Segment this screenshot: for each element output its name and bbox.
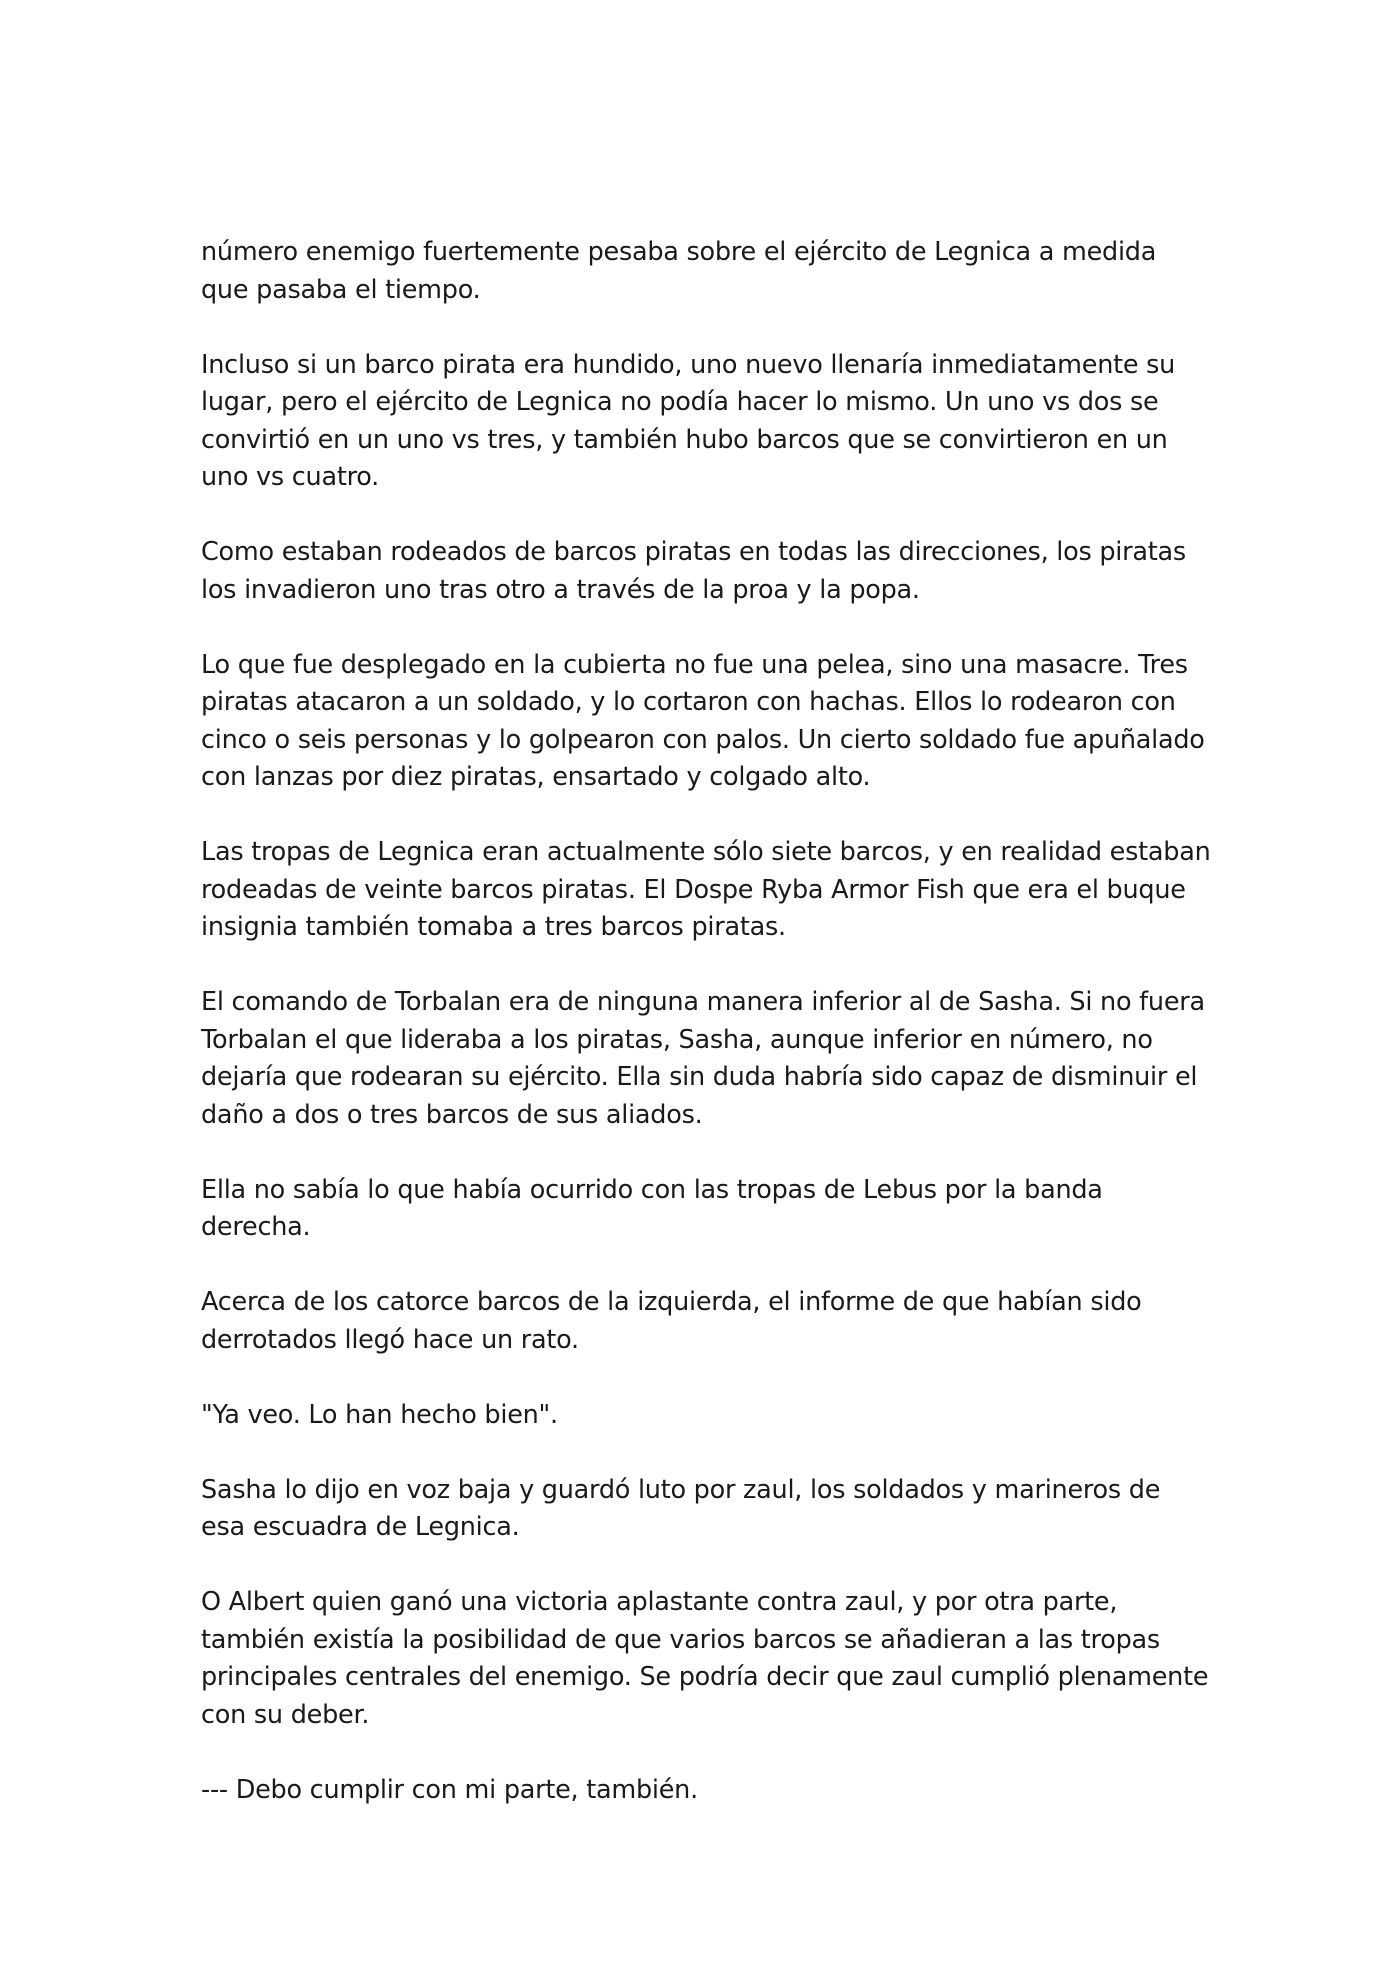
paragraph: --- Debo cumplir con mi parte, también. [201, 1774, 698, 1805]
paragraph: Acerca de los catorce barcos de la izquierda, el informe de que habían sido derrotados llegó hace un rato. [201, 1287, 1142, 1355]
paragraph: Ella no sabía lo que había ocurrido con las tropas de Lebus por la banda derecha. [201, 1174, 1103, 1242]
paragraph: Incluso si un barco pirata era hundido, uno nuevo llenaría inmediatamente su lugar, pero el ejército de Legnica no podía hacer lo mismo. Un uno vs dos se convirtió en un uno vs tres, y también hubo barcos que se convirtieron en un uno vs cuatro. [201, 349, 1176, 492]
paragraph: número enemigo fuertemente pesaba sobre el ejército de Legnica a medida que pasaba el tiempo. [201, 237, 1157, 305]
paragraph: Sasha lo dijo en voz baja y guardó luto por zaul, los soldados y marineros de esa escuadra de Legnica. [201, 1474, 1161, 1542]
paragraph: Como estaban rodeados de barcos piratas en todas las direcciones, los piratas los invadieron uno tras otro a través de la proa y la popa. [201, 537, 1186, 605]
paragraph: El comando de Torbalan era de ninguna manera inferior al de Sasha. Si no fuera Torbalan el que lideraba a los piratas, Sasha, aunque inferior en número, no dejaría que rodearan su ejército. Ella sin duda habría sido capaz de disminuir el daño a dos o tres barcos de sus aliados. [201, 987, 1205, 1130]
paragraph: Lo que fue desplegado en la cubierta no fue una pelea, sino una masacre. Tres piratas atacaron a un soldado, y lo cortaron con hachas. Ellos lo rodearon con cinco o seis personas y lo golpearon con palos. Un cierto soldado fue apuñalado con lanzas por diez piratas, ensartado y colgado alto. [201, 649, 1205, 792]
document-body [201, 234, 1211, 1809]
dialogue-paragraph: "Ya veo. Lo han hecho bien". [201, 1399, 558, 1430]
paragraph: O Albert quien ganó una victoria aplastante contra zaul, y por otra parte, también existía la posibilidad de que varios barcos se añadieran a las tropas principales centrales del enemigo. Se podría decir que zaul cumplió plenamente con su deber. [201, 1587, 1209, 1730]
paragraph: Las tropas de Legnica eran actualmente sólo siete barcos, y en realidad estaban rodeadas de veinte barcos piratas. El Dospe Ryba Armor Fish que era el buque insignia también tomaba a tres barcos piratas. [201, 837, 1211, 942]
